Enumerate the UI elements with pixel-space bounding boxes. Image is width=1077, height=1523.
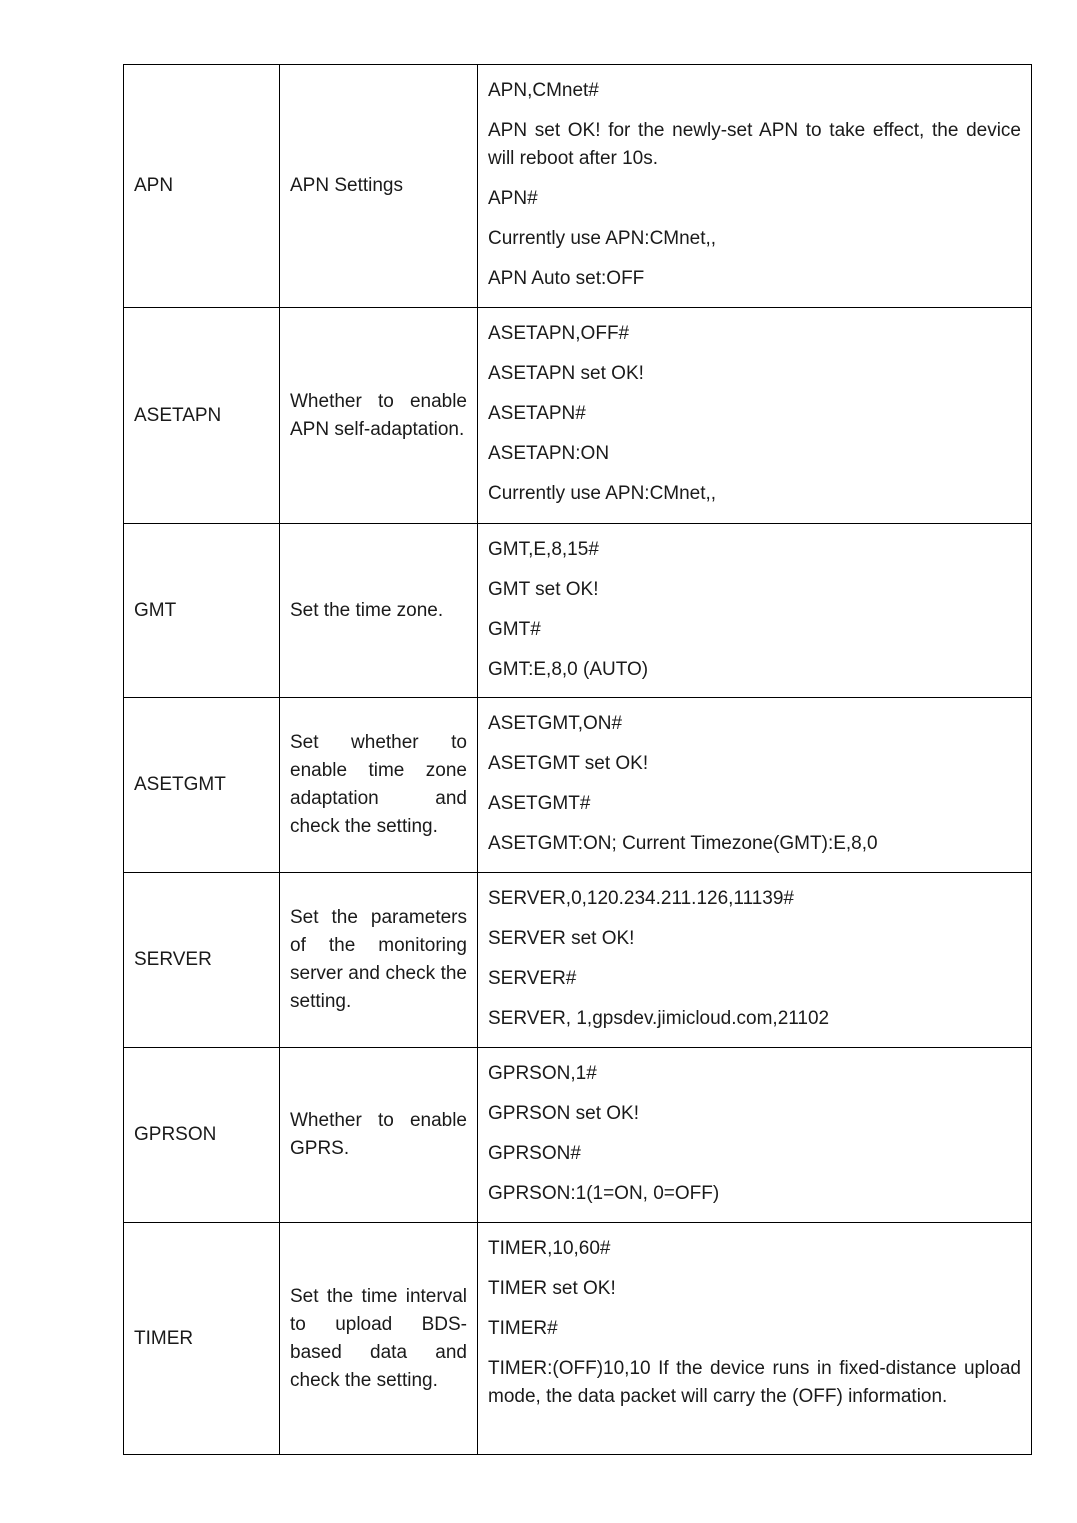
command-table [123,64,1032,1455]
example-line: GPRSON,1# [488,1063,597,1084]
table-row [124,873,1032,1048]
example-line: ASETAPN# [488,403,586,424]
example-line: APN# [488,188,538,209]
example-line: ASETAPN:ON [488,443,610,464]
example-cell [478,873,1032,1048]
example-line: GPRSON set OK! [488,1103,639,1124]
command-cell: GMT [124,524,280,698]
example-line: APN set OK! for the newly-set APN to take effect, the device will reboot after 10s. [488,120,1021,169]
example-line: SERVER, 1,gpsdev.jimicloud.com,21102 [488,1008,830,1029]
example-line: SERVER# [488,968,577,989]
example-line: TIMER,10,60# [488,1238,611,1259]
command-cell: ASETGMT [124,698,280,873]
description-cell: Set the parameters of the monitoring server and check the setting. [280,873,478,1048]
example-cell [478,698,1032,873]
example-line: GPRSON:1(1=ON, 0=OFF) [488,1183,720,1204]
table-row [124,698,1032,873]
table-row [124,65,1032,308]
example-cell [478,524,1032,698]
description-cell: Set the time interval to upload BDS-based data and check the setting. [280,1223,478,1455]
example-line: ASETGMT set OK! [488,753,649,774]
command-cell: GPRSON [124,1048,280,1223]
example-line: ASETAPN,OFF# [488,323,630,344]
command-cell: SERVER [124,873,280,1048]
example-line: SERVER,0,120.234.211.126,11139# [488,888,795,909]
example-line: GMT,E,8,15# [488,539,599,560]
example-line: TIMER# [488,1318,558,1339]
example-line: ASETGMT:ON; Current Timezone(GMT):E,8,0 [488,833,878,854]
example-line: Currently use APN:CMnet,, [488,483,717,504]
example-cell [478,308,1032,524]
table-row [124,1048,1032,1223]
table-row [124,1223,1032,1455]
description-cell: Whether to enable GPRS. [280,1048,478,1223]
example-line: GMT set OK! [488,579,599,600]
table-row [124,524,1032,698]
description-cell: Set the time zone. [280,524,478,698]
example-line: ASETGMT,ON# [488,713,623,734]
example-line: APN,CMnet# [488,80,599,101]
example-cell [478,1223,1032,1455]
example-line: TIMER set OK! [488,1278,616,1299]
description-cell: Whether to enable APN self-adaptation. [280,308,478,524]
description-cell: Set whether to enable time zone adaptation and check the setting. [280,698,478,873]
example-line: APN Auto set:OFF [488,268,645,289]
command-cell: TIMER [124,1223,280,1455]
description-cell: APN Settings [280,65,478,308]
example-line: GPRSON# [488,1143,581,1164]
example-line: GMT:E,8,0 (AUTO) [488,659,649,680]
example-line: GMT# [488,619,541,640]
example-line: ASETGMT# [488,793,591,814]
example-line: SERVER set OK! [488,928,635,949]
example-line: ASETAPN set OK! [488,363,644,384]
example-line: TIMER:(OFF)10,10 If the device runs in fixed-distance upload mode, the data packet will carry the (OFF) information. [488,1358,1021,1407]
example-line: Currently use APN:CMnet,, [488,228,717,249]
example-cell [478,65,1032,308]
table-row [124,308,1032,524]
command-cell: APN [124,65,280,308]
example-cell [478,1048,1032,1223]
command-cell: ASETAPN [124,308,280,524]
